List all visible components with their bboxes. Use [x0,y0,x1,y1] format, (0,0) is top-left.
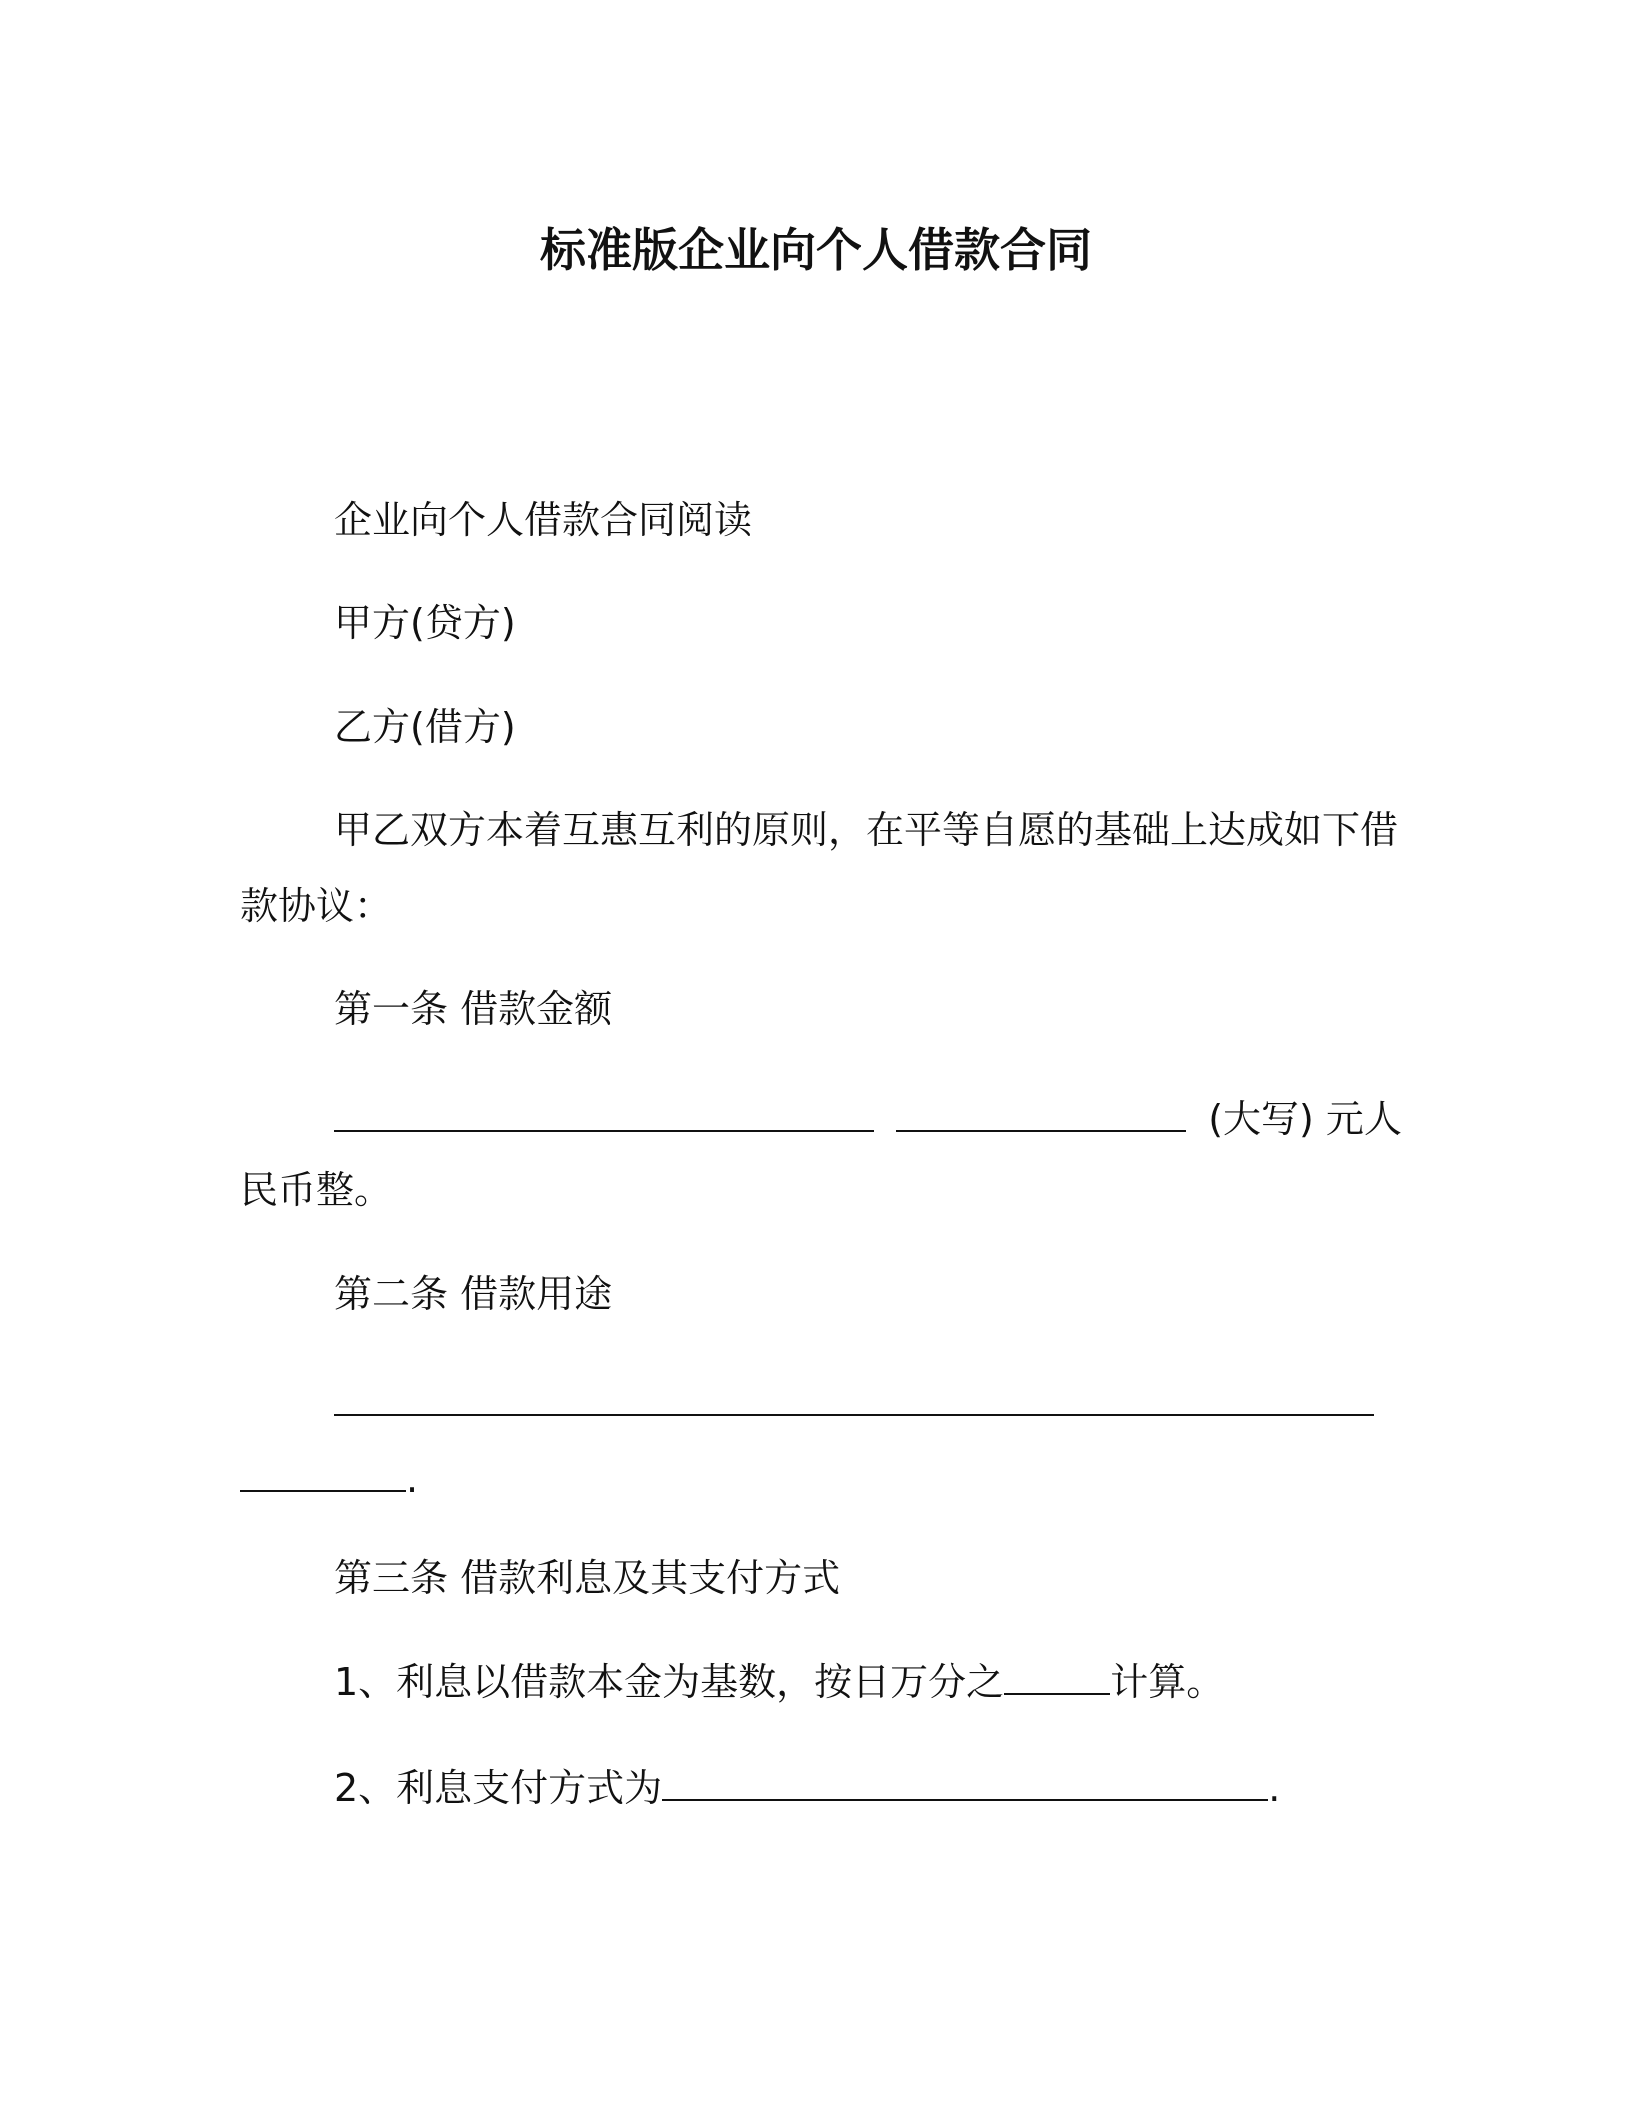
loan-purpose-line-1 [334,1378,1374,1427]
loan-amount-line [334,1094,1402,1143]
preamble-line-1: 甲乙双方本着互惠互利的原则，在平等自愿的基础上达成如下借 [334,808,1399,852]
interest-payment-line [334,1763,1280,1812]
interest-payment-text: 2、利息支付方式为 [334,1766,663,1810]
article-2-heading: 第二条 借款用途 [334,1272,613,1316]
interest-payment-period: . [1268,1766,1281,1810]
interest-rate-blank[interactable] [1004,1657,1110,1695]
loan-purpose-line-2 [240,1454,418,1503]
interest-payment-blank[interactable] [662,1763,1268,1801]
amount-number-blank[interactable] [334,1094,874,1132]
article-1-heading: 第一条 借款金额 [334,987,613,1031]
party-a-line: 甲方(贷方) [334,601,516,645]
interest-rate-suffix: 计算。 [1110,1660,1225,1704]
interest-rate-line [334,1657,1224,1706]
loan-amount-line-2: 民币整。 [240,1168,393,1212]
document-title: 标准版企业向个人借款合同 [540,223,1092,277]
loan-purpose-blank-2[interactable] [240,1454,406,1492]
amount-words-blank[interactable] [896,1094,1186,1132]
preamble-line-2: 款协议： [240,884,393,928]
paragraph-reading: 企业向个人借款合同阅读 [334,498,753,542]
loan-purpose-blank-1[interactable] [334,1378,1374,1416]
interest-rate-text: 1、利息以借款本金为基数，按日万分之 [334,1660,1005,1704]
loan-purpose-period: . [406,1457,419,1501]
article-3-heading: 第三条 借款利息及其支付方式 [334,1556,841,1600]
amount-suffix-text: (大写) 元人 [1208,1097,1402,1141]
party-b-line: 乙方(借方) [334,705,516,749]
